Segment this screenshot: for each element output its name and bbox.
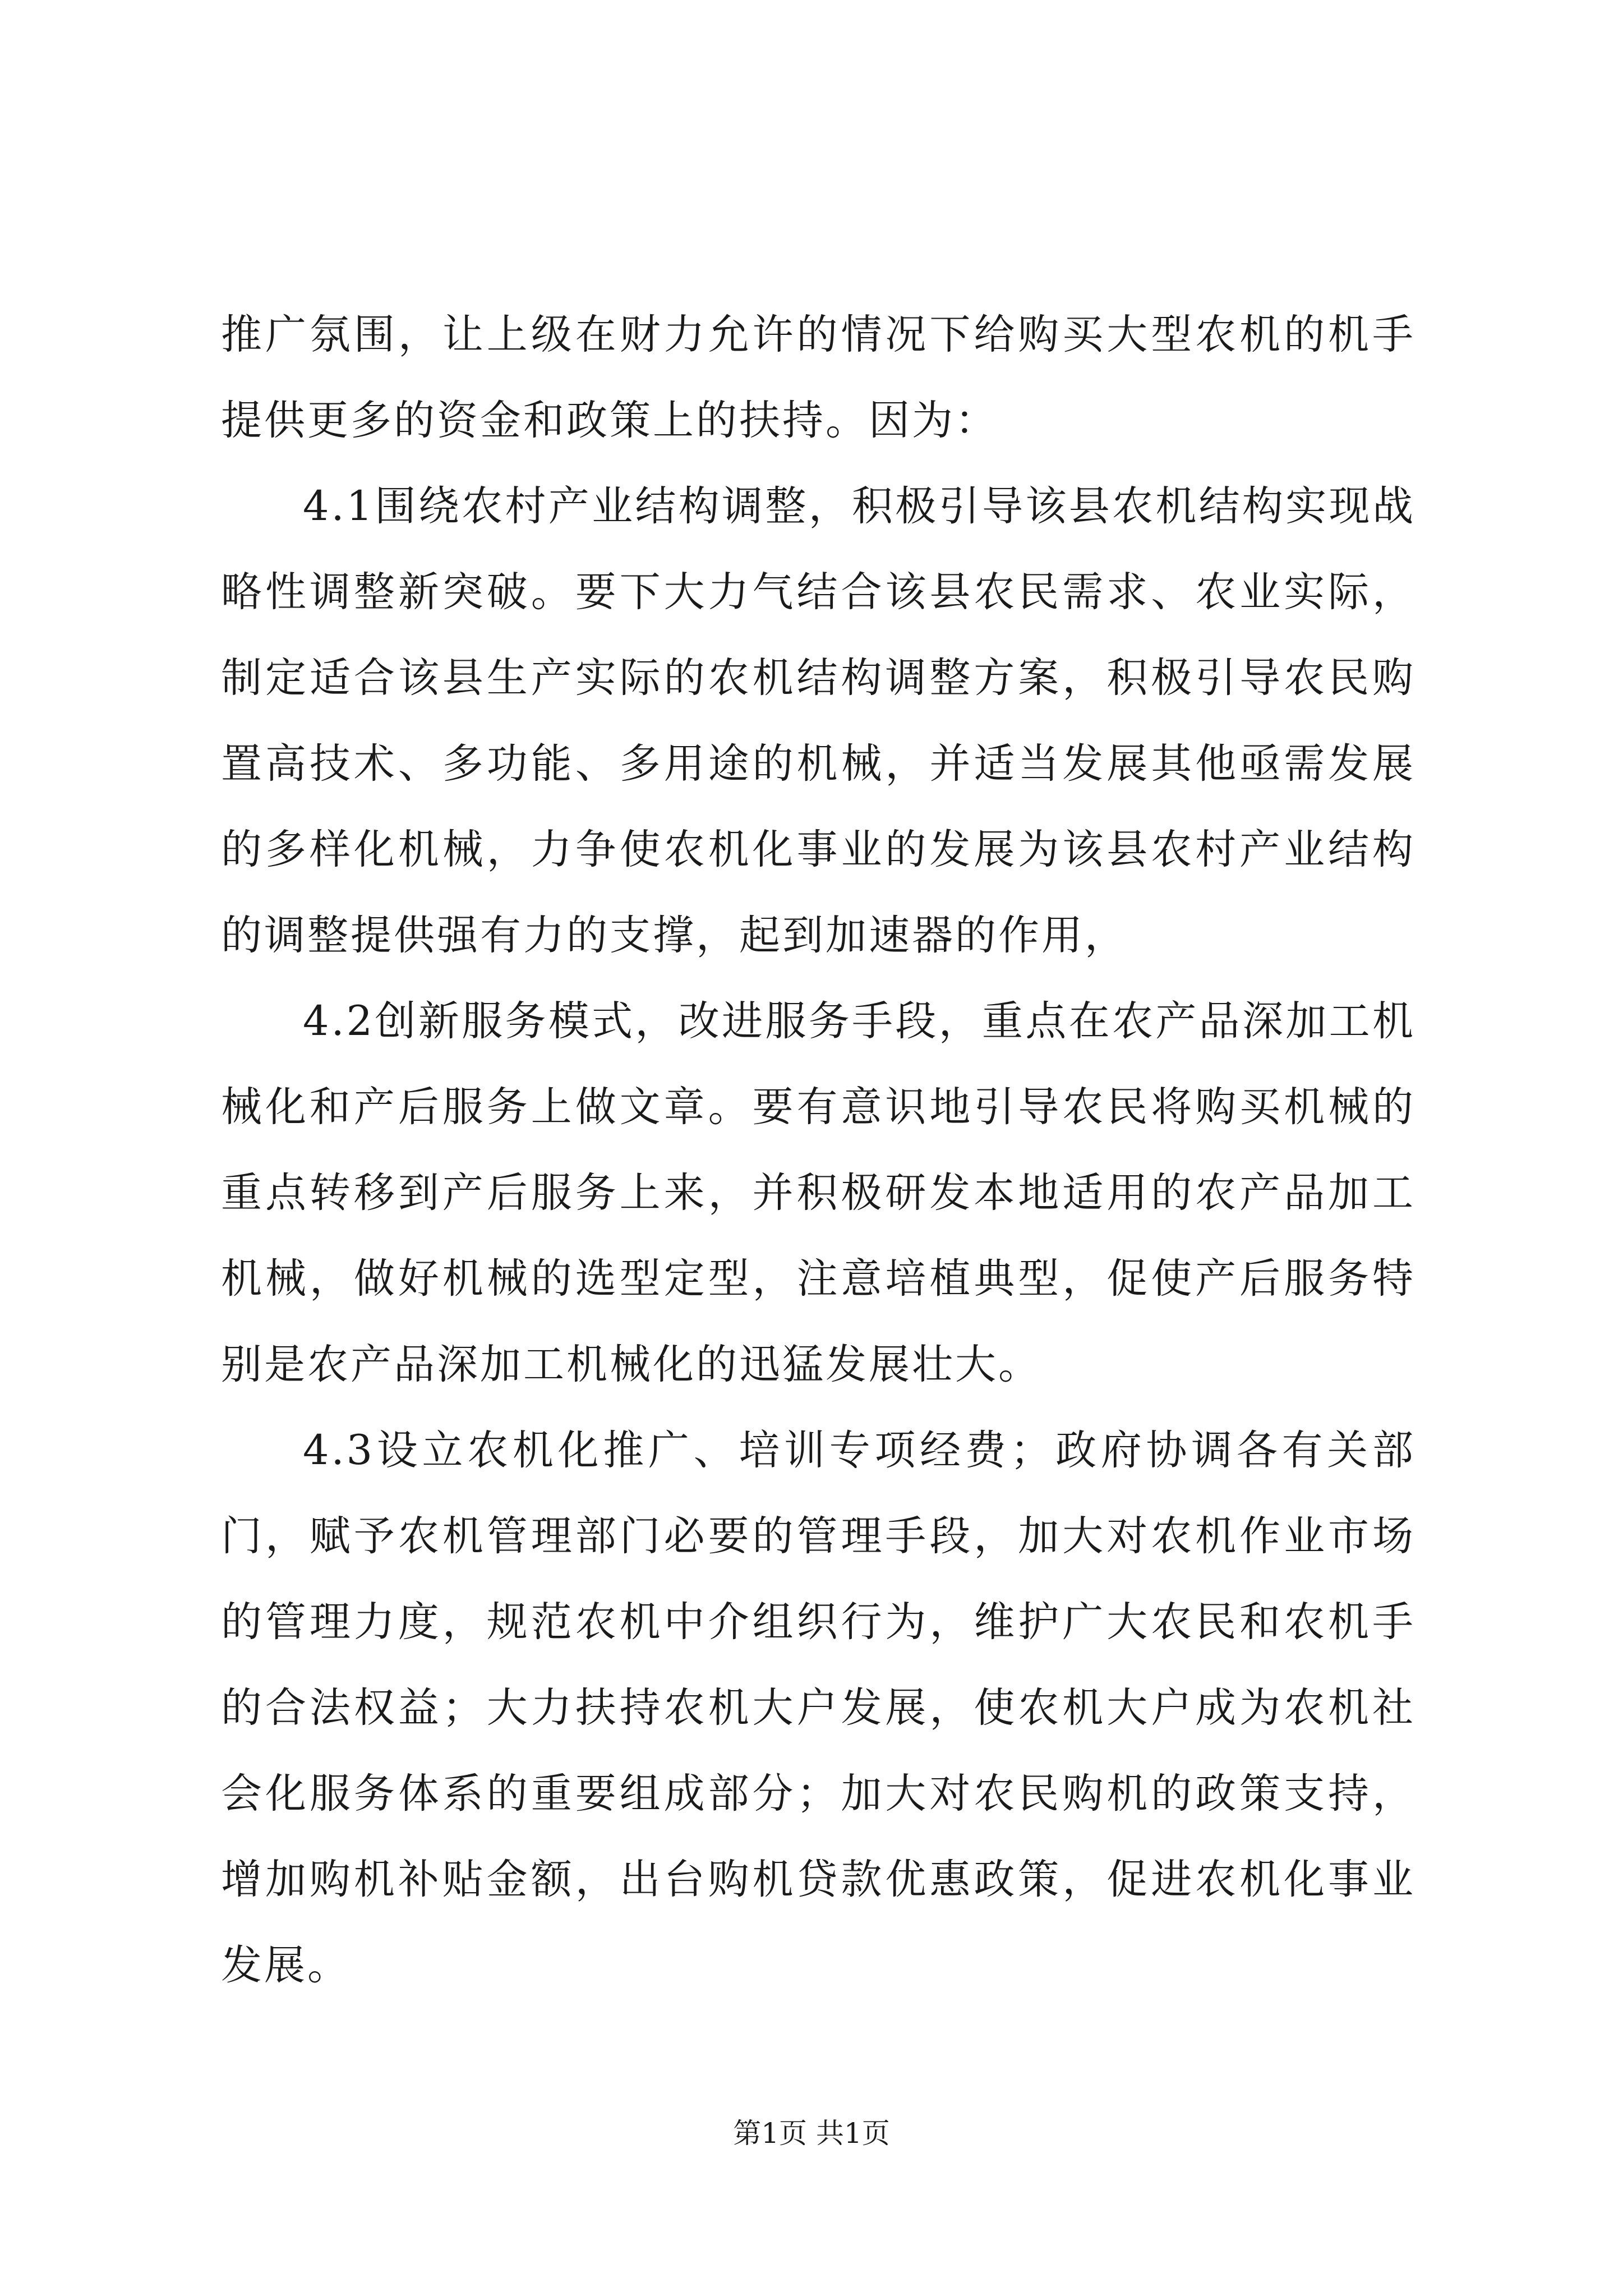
- paragraph-4-3: 4.3设立农机化推广、培训专项经费；政府协调各有关部门，赋予农机管理部门必要的管理手段，加大对农机作业市场的管理力度，规范农机中介组织行为，维护广大农民和农机手的合法权益；大力扶持农机大户发展，使农机大户成为农机社会化服务体系的重要组成部分；加大对农民购机的政策支持，增加购机补贴金额，出台购机贷款优惠政策，促进农机化事业发展。: [221, 1427, 1415, 1989]
- paragraph-4-2: 4.2创新服务模式，改进服务手段，重点在农产品深加工机械化和产后服务上做文章。要有意识地引导农民将购买机械的重点转移到产后服务上来，并积极研发本地适用的农产品加工机械，做好机械的选型定型，注意培植典型，促使产后服务特别是农产品深加工机械化的迅猛发展壮大。: [221, 997, 1415, 1388]
- page-number-footer: 第1页 共1页: [733, 2117, 890, 2150]
- document-body: [221, 292, 1415, 2008]
- paragraph-continuation: 推广氛围，让上级在财力允许的情况下给购买大型农机的机手提供更多的资金和政策上的扶持。因为：: [221, 311, 1415, 444]
- paragraph-4-1: 4.1围绕农村产业结构调整，积极引导该县农机结构实现战略性调整新突破。要下大力气结合该县农民需求、农业实际，制定适合该县生产实际的农机结构调整方案，积极引导农民购置高技术、多功能、多用途的机械，并适当发展其他亟需发展的多样化机械，力争使农机化事业的发展为该县农村产业结构的调整提供强有力的支撑，起到加速器的作用，: [221, 482, 1415, 959]
